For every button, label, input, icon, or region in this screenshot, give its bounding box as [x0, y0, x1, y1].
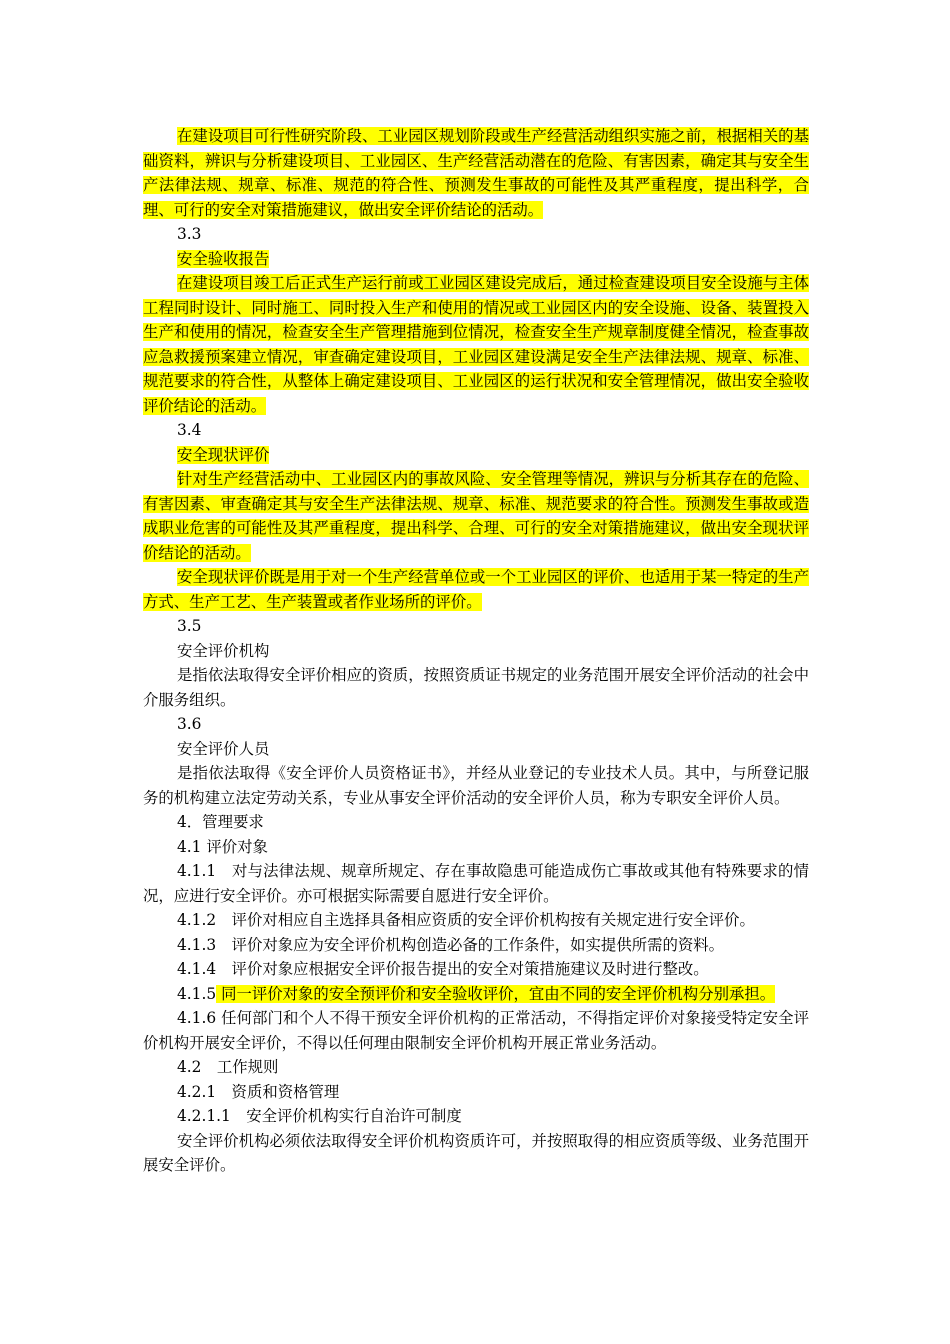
clause-4-1-6: 4.1.6 任何部门和个人不得干预安全评价机构的正常活动，不得指定评价对象接受特定安全评价机构开展安全评价，不得以任何理由限制安全评价机构开展正常业务活动。	[143, 1009, 809, 1052]
paragraph-definition-acceptance	[143, 271, 809, 418]
highlighted-text: 针对生产经营活动中、工业园区内的事故风险、安全管理等情况，辨识与分析其存在的危险、有害因素、审查确定其与安全生产法律法规、规章、标准、规范要求的符合性。预测发生事故或造成职业危害的可能性及其严重程度，提出科学、合理、可行的安全对策措施建议，做出安全现状评价结论的活动。	[143, 470, 809, 562]
paragraph-definition-personnel: 是指依法取得《安全评价人员资格证书》，并经从业登记的专业技术人员。其中，与所登记服务的机构建立法定劳动关系，专业从事安全评价活动的安全评价人员，称为专职安全评价人员。	[143, 764, 809, 807]
heading-management-requirements: 4．管理要求	[177, 813, 264, 831]
section-number-3-6: 3.6	[177, 715, 202, 733]
term-acceptance-report	[143, 247, 809, 272]
heading-qualification-management: 4.2.1 资质和资格管理	[177, 1082, 340, 1101]
paragraph-definition-agency: 是指依法取得安全评价相应的资质，按照资质证书规定的业务范围开展安全评价活动的社会中介服务组织。	[143, 666, 809, 709]
highlighted-text: 在建设项目竣工后正式生产运行前或工业园区建设完成后，通过检查建设项目安全设施与主体工程同时设计、同时施工、同时投入生产和使用的情况或工业园区内的安全设施、设备、装置投入生产和使用的情况，检查安全生产管理措施到位情况，检查安全生产规章制度健全情况，检查事故应急救援预案建立情况，审查确定建设项目，工业园区建设满足安全生产法律法规、规章、标准、规范要求的符合性，从整体上确定建设项目、工业园区的运行状况和安全管理情况，做出安全验收评价结论的活动。	[143, 274, 809, 415]
highlighted-text: 安全验收报告	[177, 249, 270, 268]
section-number-3-4: 3.4	[177, 421, 202, 439]
clause-4-1-2: 4.1.2 评价对相应自主选择具备相应资质的安全评价机构按有关规定进行安全评价。	[177, 911, 755, 929]
highlighted-text: 安全现状评价	[177, 445, 270, 464]
paragraph-definition-status	[143, 467, 809, 565]
term-evaluation-agency: 安全评价机构	[177, 641, 270, 660]
heading-evaluation-object: 4.1 评价对象	[177, 837, 268, 856]
highlighted-text: 同一评价对象的安全预评价和安全验收评价，宜由不同的安全评价机构分别承担。	[216, 985, 775, 1003]
highlighted-text: 在建设项目可行性研究阶段、工业园区规划阶段或生产经营活动组织实施之前，根据相关的基础资料，辨识与分析建设项目、工业园区、生产经营活动潜在的危险、有害因素，确定其与安全生产法律法规、规章、标准、规范的符合性、预测发生事故的可能性及其严重程度，提出科学，合理、可行的安全对策措施建议，做出安全评价结论的活动。	[143, 127, 809, 219]
paragraph-status-scope	[143, 565, 809, 614]
clause-4-1-3: 4.1.3 评价对象应为安全评价机构创造必备的工作条件，如实提供所需的资料。	[177, 935, 725, 954]
clause-4-1-4: 4.1.4 评价对象应根据安全评价报告提出的安全对策措施建议及时进行整改。	[177, 960, 709, 978]
document-body	[143, 124, 809, 1178]
term-evaluation-personnel: 安全评价人员	[177, 739, 270, 758]
term-status-evaluation	[143, 443, 809, 468]
heading-work-rules: 4.2 工作规则	[177, 1058, 279, 1076]
clause-4-1-1: 4.1.1 对与法律法规、规章所规定、存在事故隐患可能造成伤亡事故或其他有特殊要求的情况，应进行安全评价。亦可根据实际需要自愿进行安全评价。	[143, 862, 809, 905]
section-number-3-3: 3.3	[177, 225, 202, 243]
section-number-3-5: 3.5	[177, 617, 202, 635]
paragraph-license-requirement: 安全评价机构必须依法取得安全评价机构资质许可，并按照取得的相应资质等级、业务范围开展安全评价。	[143, 1131, 809, 1174]
highlighted-text: 安全现状评价既是用于对一个生产经营单位或一个工业园区的评价、也适用于某一特定的生产方式、生产工艺、生产装置或者作业场所的评价。	[143, 568, 809, 611]
clause-4-2-1-1: 4.2.1.1 安全评价机构实行自治许可制度	[177, 1107, 462, 1125]
clause-4-1-5: 4.1.5 同一评价对象的安全预评价和安全验收评价，宜由不同的安全评价机构分别承担。	[177, 984, 776, 1003]
paragraph-definition-pre-evaluation	[143, 124, 809, 222]
